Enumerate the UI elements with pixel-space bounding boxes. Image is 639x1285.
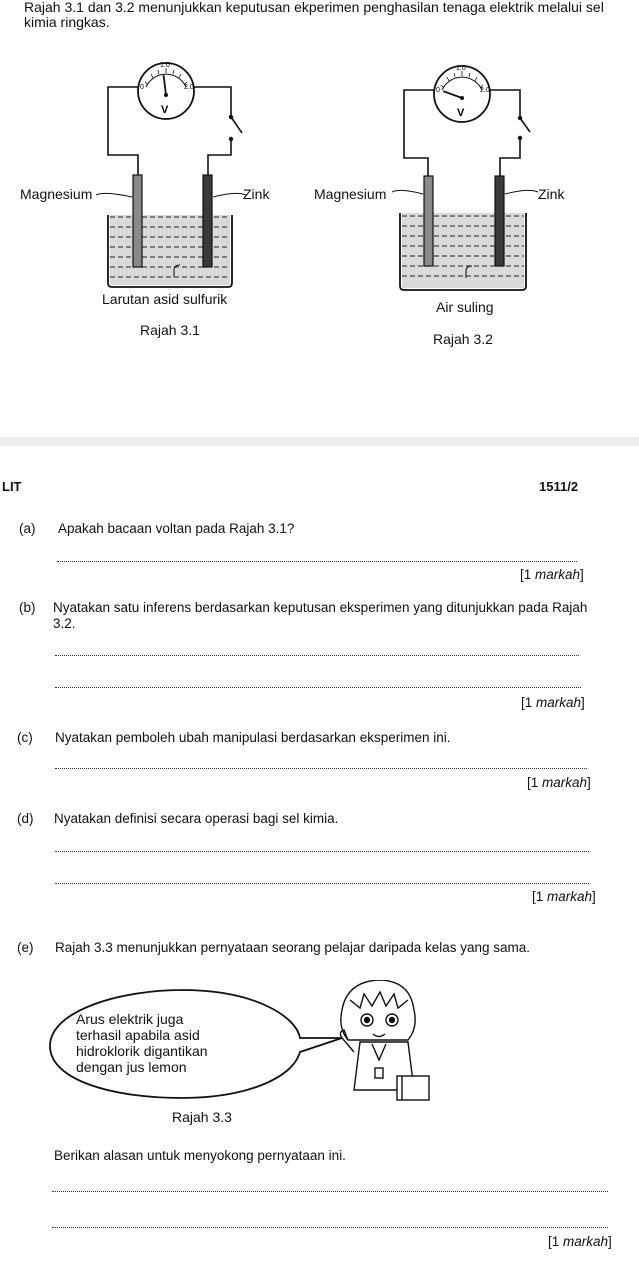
magnesium-electrode [424, 176, 433, 266]
figure-3-2-diagram [392, 58, 565, 303]
voltmeter-mid-label: 1.0 [456, 65, 466, 72]
voltmeter-unit: V [161, 104, 169, 116]
marks-a: [1 markah] [520, 567, 584, 582]
header-left: LIT [2, 479, 22, 494]
answer-line-d2[interactable] [55, 883, 589, 884]
question-c-label: (c) [17, 730, 33, 745]
fig2-zinc-label: Zink [538, 186, 565, 202]
question-e-text: Rajah 3.3 menunjukkan pernyataan seorang pelajar daripada kelas yang sama. [55, 940, 531, 955]
question-c-text: Nyatakan pemboleh ubah manipulasi berdasarkan eksperimen ini. [55, 730, 451, 745]
question-a-label: (a) [19, 521, 36, 536]
answer-line-d1[interactable] [55, 851, 589, 852]
question-e-label: (e) [17, 940, 34, 955]
magnesium-electrode [133, 175, 142, 267]
fig1-magnesium-label: Magnesium [20, 186, 93, 202]
voltmeter-mid-label: 1.0 [160, 62, 170, 69]
answer-line-b1[interactable] [55, 655, 579, 656]
question-e-prompt: Berikan alasan untuk menyokong pernyataan ini. [54, 1148, 346, 1163]
answer-line-a[interactable] [57, 561, 577, 562]
voltmeter-min-label: 0 [436, 87, 440, 94]
bubble-line: terhasil apabila asid [76, 1027, 200, 1043]
answer-line-c[interactable] [55, 768, 587, 769]
fig1-zinc-label: Zink [243, 186, 270, 202]
marks-d: [1 markah] [532, 889, 596, 904]
fig2-magnesium-label: Magnesium [314, 186, 387, 202]
question-b-text: Nyatakan satu inferens berdasarkan keputusan eksperimen yang ditunjukkan pada Rajah 3.2. [53, 600, 588, 631]
marks-b: [1 markah] [521, 695, 585, 710]
zinc-electrode [495, 176, 504, 266]
voltmeter-max-label: 2.0 [184, 84, 194, 91]
bubble-line: Arus elektrik juga [76, 1011, 184, 1027]
fig2-caption: Rajah 3.2 [433, 331, 493, 347]
bubble-line: dengan jus lemon [76, 1059, 187, 1075]
answer-line-e1[interactable] [52, 1191, 608, 1192]
fig3-caption: Rajah 3.3 [172, 1109, 232, 1125]
fig1-caption: Rajah 3.1 [140, 322, 200, 338]
answer-line-e2[interactable] [52, 1227, 608, 1228]
question-a-text: Apakah bacaan voltan pada Rajah 3.1? [58, 521, 295, 536]
fig1-solution-label: Larutan asid sulfurik [102, 291, 228, 307]
voltmeter-min-label: 0 [140, 84, 144, 91]
marks-c: [1 markah] [527, 775, 591, 790]
intro-text: Rajah 3.1 dan 3.2 menunjukkan keputusan ekperimen penghasilan tenaga elektrik melalui sel kimia ringkas. [24, 0, 604, 30]
bubble-line: hidroklorik digantikan [76, 1043, 208, 1059]
question-d-label: (d) [17, 811, 34, 826]
page-divider [0, 437, 639, 446]
voltmeter-max-label: 2.0 [480, 87, 490, 94]
question-d-text: Nyatakan definisi secara operasi bagi sel kimia. [54, 811, 339, 826]
voltmeter-unit: V [457, 107, 465, 119]
speech-bubble-text [76, 1011, 266, 1075]
header-right: 1511/2 [539, 479, 579, 494]
question-b-label: (b) [19, 600, 36, 615]
marks-e: [1 markah] [548, 1234, 612, 1249]
zinc-electrode [203, 175, 212, 267]
figure-3-1-diagram [96, 55, 266, 290]
fig2-solution-label: Air suling [436, 299, 494, 315]
answer-line-b2[interactable] [55, 687, 581, 688]
student-illustration [340, 980, 429, 1100]
